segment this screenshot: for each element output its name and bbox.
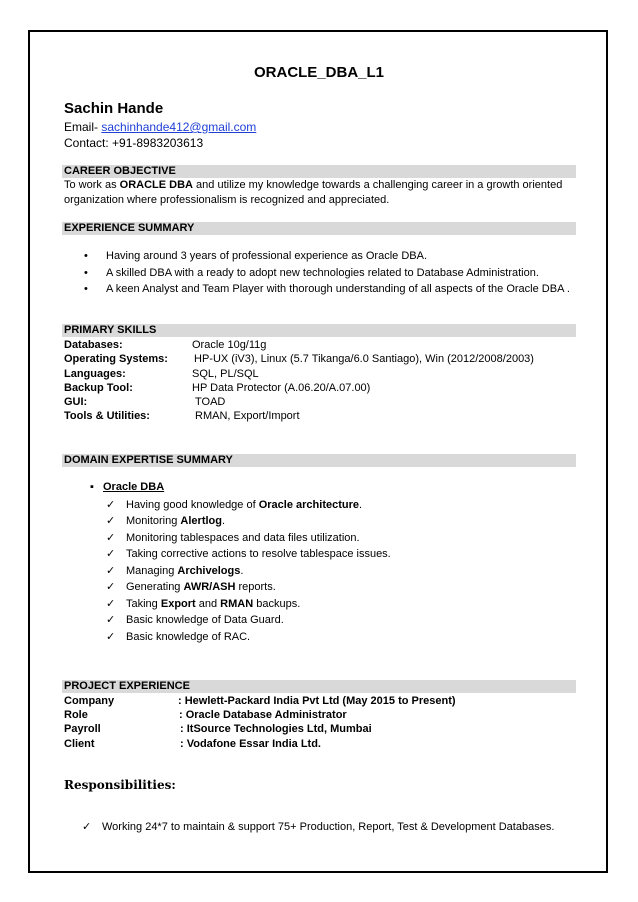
project-label: Role — [64, 709, 88, 721]
check-icon: ✓ — [82, 821, 92, 833]
project-label: Client — [64, 738, 95, 750]
section-project-experience: PROJECT EXPERIENCE — [62, 680, 576, 693]
skill-label: Operating Systems: — [64, 353, 168, 365]
career-objective-line-2: organization where professionalism is recognized and appreciated. — [64, 194, 390, 206]
domain-item: ✓ Generating AWR/ASH reports. — [106, 581, 276, 593]
skill-value: RMAN, Export/Import — [195, 410, 300, 422]
career-objective-text — [64, 178, 574, 208]
bullet-icon: • — [84, 283, 88, 295]
project-label: Payroll — [64, 723, 101, 735]
domain-item: ✓ Managing Archivelogs. — [106, 565, 244, 577]
project-value: : Oracle Database Administrator — [179, 709, 347, 721]
career-objective-line-1: To work as ORACLE DBA and utilize my knowledge towards a challenging career in a growth oriented — [64, 179, 563, 191]
bullet-icon: • — [84, 267, 88, 279]
skill-label: GUI: — [64, 396, 88, 408]
experience-item: • A keen Analyst and Team Player with thorough understanding of all aspects of the Oracle DBA . — [84, 283, 570, 295]
email-link[interactable]: sachinhande412@gmail.com — [101, 120, 257, 134]
contact-line: Contact: +91-8983203613 — [64, 136, 204, 150]
check-icon: ✓ — [106, 515, 116, 527]
square-bullet-icon: ▪ — [90, 481, 94, 493]
domain-item: ✓ Monitoring Alertlog. — [106, 515, 226, 527]
skill-label: Tools & Utilities: — [64, 410, 150, 422]
check-icon: ✓ — [106, 631, 116, 643]
section-domain-expertise: DOMAIN EXPERTISE SUMMARY — [62, 454, 576, 467]
bullet-icon: • — [84, 250, 88, 262]
check-icon: ✓ — [106, 565, 116, 577]
skill-value: Oracle 10g/11g — [192, 339, 267, 351]
project-value: : Vodafone Essar India Ltd. — [180, 738, 321, 750]
domain-item: ✓ Having good knowledge of Oracle architecture. — [106, 499, 363, 511]
skill-value: SQL, PL/SQL — [192, 368, 259, 380]
domain-subheading: ▪ Oracle DBA — [90, 481, 165, 493]
section-primary-skills: PRIMARY SKILLS — [62, 324, 576, 337]
check-icon: ✓ — [106, 532, 116, 544]
experience-item: • Having around 3 years of professional experience as Oracle DBA. — [84, 250, 428, 262]
check-icon: ✓ — [106, 548, 116, 560]
candidate-name: Sachin Hande — [64, 100, 164, 117]
skill-label: Languages: — [64, 368, 126, 380]
document-title: ORACLE_DBA_L1 — [253, 64, 385, 81]
experience-item: • A skilled DBA with a ready to adopt new technologies related to Database Administration. — [84, 267, 539, 279]
section-experience-summary: EXPERIENCE SUMMARY — [62, 222, 576, 235]
project-value: : Hewlett-Packard India Pvt Ltd (May 2015 to Present) — [178, 695, 456, 707]
domain-item: ✓ Basic knowledge of RAC. — [106, 631, 251, 643]
check-icon: ✓ — [106, 614, 116, 626]
domain-item: ✓ Taking corrective actions to resolve tablespace issues. — [106, 548, 391, 560]
email-label: Email- — [64, 120, 102, 134]
domain-item: ✓ Basic knowledge of Data Guard. — [106, 614, 284, 626]
skill-value: TOAD — [195, 396, 226, 408]
project-label: Company — [64, 695, 115, 707]
check-icon: ✓ — [106, 598, 116, 610]
check-icon: ✓ — [106, 499, 116, 511]
skill-label: Databases: — [64, 339, 123, 351]
responsibilities-heading: Responsibilities: — [64, 778, 176, 792]
skill-label: Backup Tool: — [64, 382, 133, 394]
section-career-objective: CAREER OBJECTIVE — [62, 165, 576, 178]
skill-value: HP-UX (iV3), Linux (5.7 Tikanga/6.0 Santiago), Win (2012/2008/2003) — [194, 353, 534, 365]
email-line — [64, 120, 256, 134]
domain-item: ✓ Monitoring tablespaces and data files utilization. — [106, 532, 360, 544]
project-value: : ItSource Technologies Ltd, Mumbai — [180, 723, 372, 735]
responsibility-item: ✓ Working 24*7 to maintain & support 75+ Production, Report, Test & Development Databases. — [82, 821, 555, 833]
skill-value: HP Data Protector (A.06.20/A.07.00) — [192, 382, 371, 394]
check-icon: ✓ — [106, 581, 116, 593]
domain-item: ✓ Taking Export and RMAN backups. — [106, 598, 301, 610]
